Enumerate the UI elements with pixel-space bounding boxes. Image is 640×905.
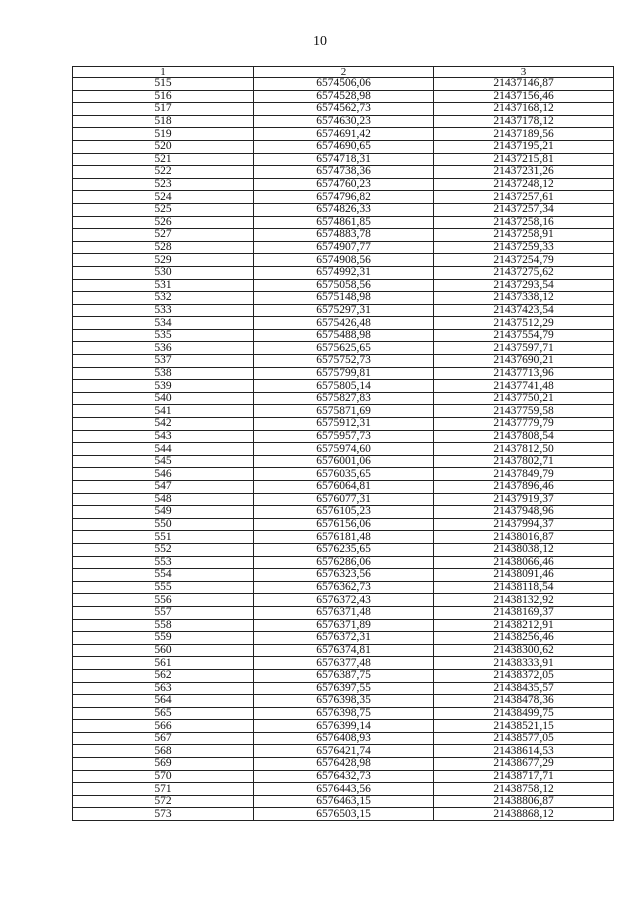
point-number-cell: 558	[73, 619, 254, 632]
table-row	[73, 732, 614, 745]
point-number-cell: 556	[73, 594, 254, 607]
table-row	[73, 758, 614, 771]
point-number-cell: 567	[73, 732, 254, 745]
y-coordinate-cell: 21437690,21	[434, 355, 614, 368]
point-number-cell: 538	[73, 367, 254, 380]
point-number-cell: 529	[73, 254, 254, 267]
point-number-cell: 525	[73, 203, 254, 216]
table-row	[73, 90, 614, 103]
table-header-row	[73, 67, 614, 78]
x-coordinate-cell: 6576503,15	[254, 808, 434, 821]
x-coordinate-cell: 6575957,73	[254, 430, 434, 443]
y-coordinate-cell: 21437741,48	[434, 380, 614, 393]
point-number-cell: 572	[73, 795, 254, 808]
table-row	[73, 707, 614, 720]
table-row	[73, 506, 614, 519]
table-row	[73, 367, 614, 380]
x-coordinate-cell: 6575625,65	[254, 342, 434, 355]
x-coordinate-cell: 6574861,85	[254, 216, 434, 229]
table-row	[73, 695, 614, 708]
x-coordinate-cell: 6576398,35	[254, 695, 434, 708]
point-number-cell: 570	[73, 770, 254, 783]
table-row	[73, 543, 614, 556]
y-coordinate-cell: 21438758,12	[434, 783, 614, 796]
y-coordinate-cell: 21438521,15	[434, 720, 614, 733]
y-coordinate-cell: 21437759,58	[434, 405, 614, 418]
coordinates-table	[72, 66, 614, 821]
table-row	[73, 455, 614, 468]
table-row	[73, 619, 614, 632]
x-coordinate-cell: 6575148,98	[254, 292, 434, 305]
x-coordinate-cell: 6576421,74	[254, 745, 434, 758]
table-row	[73, 355, 614, 368]
point-number-cell: 550	[73, 518, 254, 531]
point-number-cell: 532	[73, 292, 254, 305]
point-number-cell: 565	[73, 707, 254, 720]
table-row	[73, 808, 614, 821]
point-number-cell: 563	[73, 682, 254, 695]
point-number-cell: 568	[73, 745, 254, 758]
y-coordinate-cell: 21437231,26	[434, 166, 614, 179]
table-row	[73, 518, 614, 531]
table-row	[73, 166, 614, 179]
y-coordinate-cell: 21438132,92	[434, 594, 614, 607]
x-coordinate-cell: 6574562,73	[254, 103, 434, 116]
point-number-cell: 522	[73, 166, 254, 179]
x-coordinate-cell: 6576372,43	[254, 594, 434, 607]
x-coordinate-cell: 6575799,81	[254, 367, 434, 380]
point-number-cell: 551	[73, 531, 254, 544]
y-coordinate-cell: 21438038,12	[434, 543, 614, 556]
y-coordinate-cell: 21437338,12	[434, 292, 614, 305]
table-row	[73, 468, 614, 481]
x-coordinate-cell: 6576397,55	[254, 682, 434, 695]
point-number-cell: 540	[73, 392, 254, 405]
table-row	[73, 292, 614, 305]
table-body	[73, 78, 614, 821]
y-coordinate-cell: 21438300,62	[434, 644, 614, 657]
table-row	[73, 178, 614, 191]
y-coordinate-cell: 21437259,33	[434, 241, 614, 254]
table-row	[73, 216, 614, 229]
table-row	[73, 632, 614, 645]
x-coordinate-cell: 6574907,77	[254, 241, 434, 254]
point-number-cell: 526	[73, 216, 254, 229]
x-coordinate-cell: 6576077,31	[254, 493, 434, 506]
point-number-cell: 566	[73, 720, 254, 733]
table-row	[73, 443, 614, 456]
y-coordinate-cell: 21437156,46	[434, 90, 614, 103]
x-coordinate-cell: 6574908,56	[254, 254, 434, 267]
point-number-cell: 534	[73, 317, 254, 330]
y-coordinate-cell: 21438066,46	[434, 556, 614, 569]
point-number-cell: 554	[73, 569, 254, 582]
y-coordinate-cell: 21438091,46	[434, 569, 614, 582]
y-coordinate-cell: 21437849,79	[434, 468, 614, 481]
point-number-cell: 548	[73, 493, 254, 506]
table-row	[73, 254, 614, 267]
x-coordinate-cell: 6576064,81	[254, 481, 434, 494]
table-row	[73, 317, 614, 330]
x-coordinate-cell: 6576432,73	[254, 770, 434, 783]
point-number-cell: 518	[73, 115, 254, 128]
x-coordinate-cell: 6575871,69	[254, 405, 434, 418]
y-coordinate-cell: 21438614,53	[434, 745, 614, 758]
point-number-cell: 516	[73, 90, 254, 103]
y-coordinate-cell: 21437146,87	[434, 78, 614, 91]
y-coordinate-cell: 21438333,91	[434, 657, 614, 670]
table-row	[73, 78, 614, 91]
table-row	[73, 783, 614, 796]
table-row	[73, 203, 614, 216]
y-coordinate-cell: 21437178,12	[434, 115, 614, 128]
point-number-cell: 527	[73, 229, 254, 242]
y-coordinate-cell: 21437812,50	[434, 443, 614, 456]
x-coordinate-cell: 6574992,31	[254, 266, 434, 279]
x-coordinate-cell: 6575488,98	[254, 329, 434, 342]
x-coordinate-cell: 6576323,56	[254, 569, 434, 582]
y-coordinate-cell: 21437808,54	[434, 430, 614, 443]
y-coordinate-cell: 21437994,37	[434, 518, 614, 531]
table-row	[73, 279, 614, 292]
y-coordinate-cell: 21437257,61	[434, 191, 614, 204]
table-row	[73, 380, 614, 393]
y-coordinate-cell: 21438868,12	[434, 808, 614, 821]
x-coordinate-cell: 6574826,33	[254, 203, 434, 216]
x-coordinate-cell: 6576035,65	[254, 468, 434, 481]
x-coordinate-cell: 6576362,73	[254, 581, 434, 594]
y-coordinate-cell: 21437750,21	[434, 392, 614, 405]
x-coordinate-cell: 6576156,06	[254, 518, 434, 531]
point-number-cell: 530	[73, 266, 254, 279]
table-row	[73, 606, 614, 619]
point-number-cell: 561	[73, 657, 254, 670]
table-row	[73, 229, 614, 242]
y-coordinate-cell: 21437195,21	[434, 140, 614, 153]
table-row	[73, 418, 614, 431]
table-row	[73, 569, 614, 582]
y-coordinate-cell: 21438677,29	[434, 758, 614, 771]
x-coordinate-cell: 6576428,98	[254, 758, 434, 771]
table-row	[73, 392, 614, 405]
point-number-cell: 531	[73, 279, 254, 292]
y-coordinate-cell: 21437802,71	[434, 455, 614, 468]
point-number-cell: 517	[73, 103, 254, 116]
x-coordinate-cell: 6576399,14	[254, 720, 434, 733]
point-number-cell: 541	[73, 405, 254, 418]
y-coordinate-cell: 21437423,54	[434, 304, 614, 317]
x-coordinate-cell: 6575426,48	[254, 317, 434, 330]
x-coordinate-cell: 6575912,31	[254, 418, 434, 431]
point-number-cell: 524	[73, 191, 254, 204]
point-number-cell: 544	[73, 443, 254, 456]
y-coordinate-cell: 21438717,71	[434, 770, 614, 783]
y-coordinate-cell: 21438478,36	[434, 695, 614, 708]
table-row	[73, 720, 614, 733]
point-number-cell: 562	[73, 669, 254, 682]
column-header-3: 3	[434, 67, 614, 78]
x-coordinate-cell: 6576387,75	[254, 669, 434, 682]
table-row	[73, 304, 614, 317]
point-number-cell: 553	[73, 556, 254, 569]
x-coordinate-cell: 6575827,83	[254, 392, 434, 405]
table-row	[73, 153, 614, 166]
x-coordinate-cell: 6575058,56	[254, 279, 434, 292]
y-coordinate-cell: 21437919,37	[434, 493, 614, 506]
x-coordinate-cell: 6574883,78	[254, 229, 434, 242]
x-coordinate-cell: 6576463,15	[254, 795, 434, 808]
table-row	[73, 329, 614, 342]
y-coordinate-cell: 21437896,46	[434, 481, 614, 494]
y-coordinate-cell: 21437948,96	[434, 506, 614, 519]
point-number-cell: 571	[73, 783, 254, 796]
point-number-cell: 519	[73, 128, 254, 141]
table-row	[73, 140, 614, 153]
x-coordinate-cell: 6574528,98	[254, 90, 434, 103]
x-coordinate-cell: 6576181,48	[254, 531, 434, 544]
y-coordinate-cell: 21437257,34	[434, 203, 614, 216]
x-coordinate-cell: 6576286,06	[254, 556, 434, 569]
table-row	[73, 481, 614, 494]
table-row	[73, 770, 614, 783]
point-number-cell: 569	[73, 758, 254, 771]
x-coordinate-cell: 6575974,60	[254, 443, 434, 456]
point-number-cell: 549	[73, 506, 254, 519]
point-number-cell: 537	[73, 355, 254, 368]
page-number: 10	[313, 34, 327, 49]
table-row	[73, 191, 614, 204]
y-coordinate-cell: 21438169,37	[434, 606, 614, 619]
x-coordinate-cell: 6576377,48	[254, 657, 434, 670]
table-row	[73, 128, 614, 141]
point-number-cell: 536	[73, 342, 254, 355]
y-coordinate-cell: 21438256,46	[434, 632, 614, 645]
table-row	[73, 531, 614, 544]
table-row	[73, 644, 614, 657]
table-row	[73, 682, 614, 695]
x-coordinate-cell: 6574506,06	[254, 78, 434, 91]
x-coordinate-cell: 6576235,65	[254, 543, 434, 556]
y-coordinate-cell: 21438435,57	[434, 682, 614, 695]
x-coordinate-cell: 6576371,89	[254, 619, 434, 632]
y-coordinate-cell: 21438499,75	[434, 707, 614, 720]
point-number-cell: 545	[73, 455, 254, 468]
y-coordinate-cell: 21437254,79	[434, 254, 614, 267]
point-number-cell: 560	[73, 644, 254, 657]
point-number-cell: 546	[73, 468, 254, 481]
point-number-cell: 521	[73, 153, 254, 166]
table-row	[73, 115, 614, 128]
x-coordinate-cell: 6576371,48	[254, 606, 434, 619]
y-coordinate-cell: 21437168,12	[434, 103, 614, 116]
x-coordinate-cell: 6574796,82	[254, 191, 434, 204]
x-coordinate-cell: 6575752,73	[254, 355, 434, 368]
y-coordinate-cell: 21437293,54	[434, 279, 614, 292]
point-number-cell: 557	[73, 606, 254, 619]
x-coordinate-cell: 6576398,75	[254, 707, 434, 720]
y-coordinate-cell: 21437275,62	[434, 266, 614, 279]
point-number-cell: 555	[73, 581, 254, 594]
x-coordinate-cell: 6576374,81	[254, 644, 434, 657]
column-header-1: 1	[73, 67, 254, 78]
table-row	[73, 430, 614, 443]
x-coordinate-cell: 6576001,06	[254, 455, 434, 468]
point-number-cell: 543	[73, 430, 254, 443]
y-coordinate-cell: 21437713,96	[434, 367, 614, 380]
table-row	[73, 669, 614, 682]
x-coordinate-cell: 6575297,31	[254, 304, 434, 317]
y-coordinate-cell: 21437215,81	[434, 153, 614, 166]
y-coordinate-cell: 21437554,79	[434, 329, 614, 342]
table-row	[73, 581, 614, 594]
point-number-cell: 520	[73, 140, 254, 153]
point-number-cell: 535	[73, 329, 254, 342]
point-number-cell: 547	[73, 481, 254, 494]
table-row	[73, 266, 614, 279]
y-coordinate-cell: 21438806,87	[434, 795, 614, 808]
y-coordinate-cell: 21437512,29	[434, 317, 614, 330]
y-coordinate-cell: 21437258,91	[434, 229, 614, 242]
x-coordinate-cell: 6574760,23	[254, 178, 434, 191]
y-coordinate-cell: 21438016,87	[434, 531, 614, 544]
y-coordinate-cell: 21437189,56	[434, 128, 614, 141]
x-coordinate-cell: 6576408,93	[254, 732, 434, 745]
column-header-2: 2	[254, 67, 434, 78]
point-number-cell: 515	[73, 78, 254, 91]
x-coordinate-cell: 6576443,56	[254, 783, 434, 796]
x-coordinate-cell: 6576105,23	[254, 506, 434, 519]
point-number-cell: 552	[73, 543, 254, 556]
table-row	[73, 493, 614, 506]
table-row	[73, 657, 614, 670]
point-number-cell: 564	[73, 695, 254, 708]
y-coordinate-cell: 21438118,54	[434, 581, 614, 594]
y-coordinate-cell: 21437258,16	[434, 216, 614, 229]
table-row	[73, 594, 614, 607]
table-row	[73, 745, 614, 758]
point-number-cell: 539	[73, 380, 254, 393]
table-row	[73, 405, 614, 418]
table-row	[73, 795, 614, 808]
table-row	[73, 103, 614, 116]
point-number-cell: 559	[73, 632, 254, 645]
point-number-cell: 523	[73, 178, 254, 191]
table-row	[73, 241, 614, 254]
point-number-cell: 573	[73, 808, 254, 821]
y-coordinate-cell: 21437248,12	[434, 178, 614, 191]
table-row	[73, 556, 614, 569]
x-coordinate-cell: 6576372,31	[254, 632, 434, 645]
y-coordinate-cell: 21437779,79	[434, 418, 614, 431]
x-coordinate-cell: 6575805,14	[254, 380, 434, 393]
point-number-cell: 542	[73, 418, 254, 431]
x-coordinate-cell: 6574630,23	[254, 115, 434, 128]
point-number-cell: 533	[73, 304, 254, 317]
x-coordinate-cell: 6574690,65	[254, 140, 434, 153]
point-number-cell: 528	[73, 241, 254, 254]
y-coordinate-cell: 21437597,71	[434, 342, 614, 355]
y-coordinate-cell: 21438212,91	[434, 619, 614, 632]
x-coordinate-cell: 6574691,42	[254, 128, 434, 141]
x-coordinate-cell: 6574718,31	[254, 153, 434, 166]
table-row	[73, 342, 614, 355]
y-coordinate-cell: 21438577,05	[434, 732, 614, 745]
x-coordinate-cell: 6574738,36	[254, 166, 434, 179]
y-coordinate-cell: 21438372,05	[434, 669, 614, 682]
